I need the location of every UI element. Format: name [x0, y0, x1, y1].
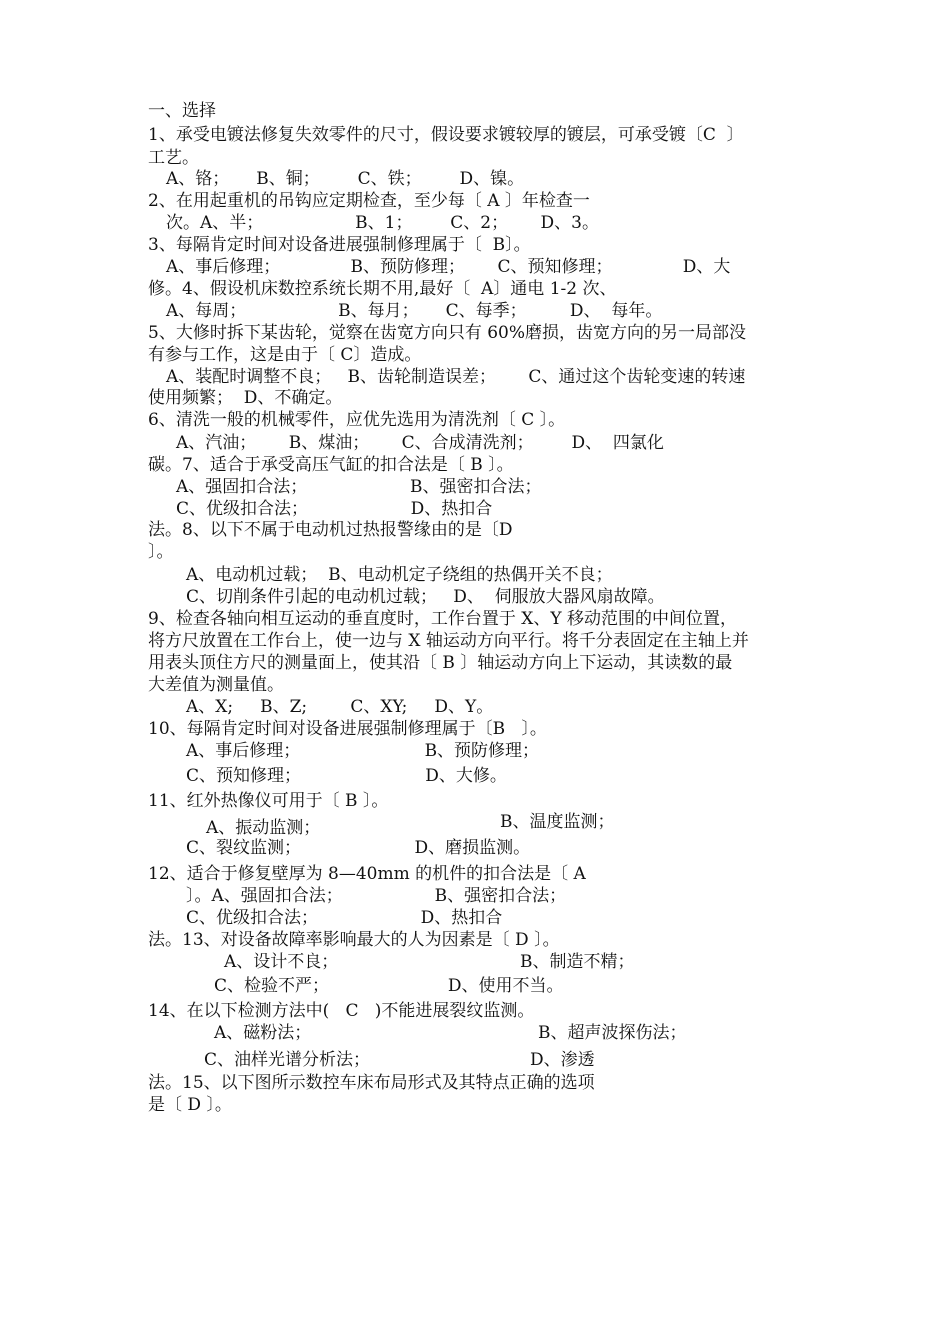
text-line: A、铬； B、铜； C、铁； D、镍。: [166, 169, 525, 189]
text-line: 11、红外热像仪可用于〔 B 〕。: [148, 791, 389, 811]
text-line: A、X; B、Z; C、XY; D、Y。: [186, 697, 494, 717]
text-line: B、超声波探伤法；: [538, 1023, 687, 1043]
text-line: 2、在用起重机的吊钩应定期检查，至少每〔 A 〕年检查一: [148, 191, 590, 211]
text-line: 3、每隔肯定时间对设备进展强制修理属于〔 B〕。: [148, 235, 531, 255]
text-line: 14、在以下检测方法中( C )不能进展裂纹监测。: [148, 1001, 535, 1021]
text-line: C、切削条件引起的电动机过载； D、 伺服放大器风扇故障。: [186, 587, 665, 607]
text-line: A、汽油； B、煤油； C、合成清洗剂； D、 四氯化: [176, 433, 664, 453]
text-line: 碳。7、适合于承受高压气缸的扣合法是〔 B 〕。: [148, 455, 514, 475]
text-line: A、设计不良；: [224, 952, 339, 972]
text-line: 有参与工作，这是由于〔 C〕造成。: [148, 345, 422, 365]
text-line: A、磁粉法；: [214, 1023, 312, 1043]
text-line: A、事后修理； B、预防修理；: [186, 741, 540, 761]
text-line: B、制造不精；: [520, 952, 635, 972]
text-line: 法。13、对设备故障率影响最大的人为因素是〔 D 〕。: [148, 930, 560, 950]
text-line: 工艺。: [148, 148, 199, 168]
text-line: A、强固扣合法； B、强密扣合法；: [176, 477, 542, 497]
text-line: 1、承受电镀法修复失效零件的尺寸，假设要求镀较厚的镀层，可承受镀〔C 〕: [148, 125, 744, 145]
text-line: 使用频繁； D、不确定。: [148, 388, 343, 408]
text-line: 6、清洗一般的机械零件，应优先选用为清洗剂〔 C 〕。: [148, 410, 566, 430]
text-line: 修。4、假设机床数控系统长期不用,最好〔 A〕通电 1-2 次、: [148, 279, 617, 299]
text-line: 9、检查各轴向相互运动的垂直度时，工作台置于 X、Y 移动范围的中间位置，: [148, 609, 737, 629]
text-line: A、每周； B、每月； C、每季； D、 每年。: [166, 301, 663, 321]
text-line: C、优级扣合法； D、热扣合: [176, 499, 493, 519]
text-line: A、电动机过载； B、电动机定子绕组的热偶开关不良；: [186, 565, 613, 585]
text-line: 用表头顶住方尺的测量面上，使其沿〔 B 〕轴运动方向上下运动，其读数的最: [148, 653, 733, 673]
text-line: D、渗透: [530, 1050, 595, 1070]
text-line: 将方尺放置在工作台上，使一边与 X 轴运动方向平行。将千分表固定在主轴上并: [148, 631, 749, 651]
text-line: C、优级扣合法； D、热扣合: [186, 908, 503, 928]
text-line: 5、大修时拆下某齿轮，觉察在齿宽方向只有 60%磨损，齿宽方向的另一局部没: [148, 323, 747, 343]
text-line: B、温度监测；: [500, 812, 615, 832]
text-line: 次。A、半； B、1； C、2； D、3。: [166, 213, 599, 233]
text-line: C、油样光谱分析法；: [204, 1050, 371, 1070]
text-line: C、预知修理； D、大修。: [186, 766, 507, 786]
text-line: 12、适合于修复壁厚为 8—40mm 的机件的扣合法是〔 A: [148, 864, 586, 884]
text-line: A、事后修理； B、预防修理； C、预知修理； D、大: [166, 257, 731, 277]
text-line: C、裂纹监测； D、磨损监测。: [186, 838, 531, 858]
text-line: A、装配时调整不良； B、齿轮制造误差； C、通过这个齿轮变速的转速: [166, 367, 746, 387]
section-heading: 一、选择: [148, 101, 216, 121]
text-line: 10、每隔肯定时间对设备进展强制修理属于〔B 〕。: [148, 719, 547, 739]
text-line: 法。8、以下不属于电动机过热报警缘由的是〔D: [148, 520, 513, 540]
text-line: 〕。A、强固扣合法； B、强密扣合法；: [186, 886, 567, 906]
text-line: A、振动监测；: [206, 818, 321, 838]
text-line: 〕。: [148, 542, 174, 562]
text-line: 是〔 D 〕。: [148, 1095, 232, 1115]
text-line: 法。15、以下图所示数控车床布局形式及其特点正确的选项: [148, 1073, 595, 1093]
text-line: 大差值为测量值。: [148, 675, 284, 695]
text-line: C、检验不严； D、使用不当。: [214, 976, 564, 996]
